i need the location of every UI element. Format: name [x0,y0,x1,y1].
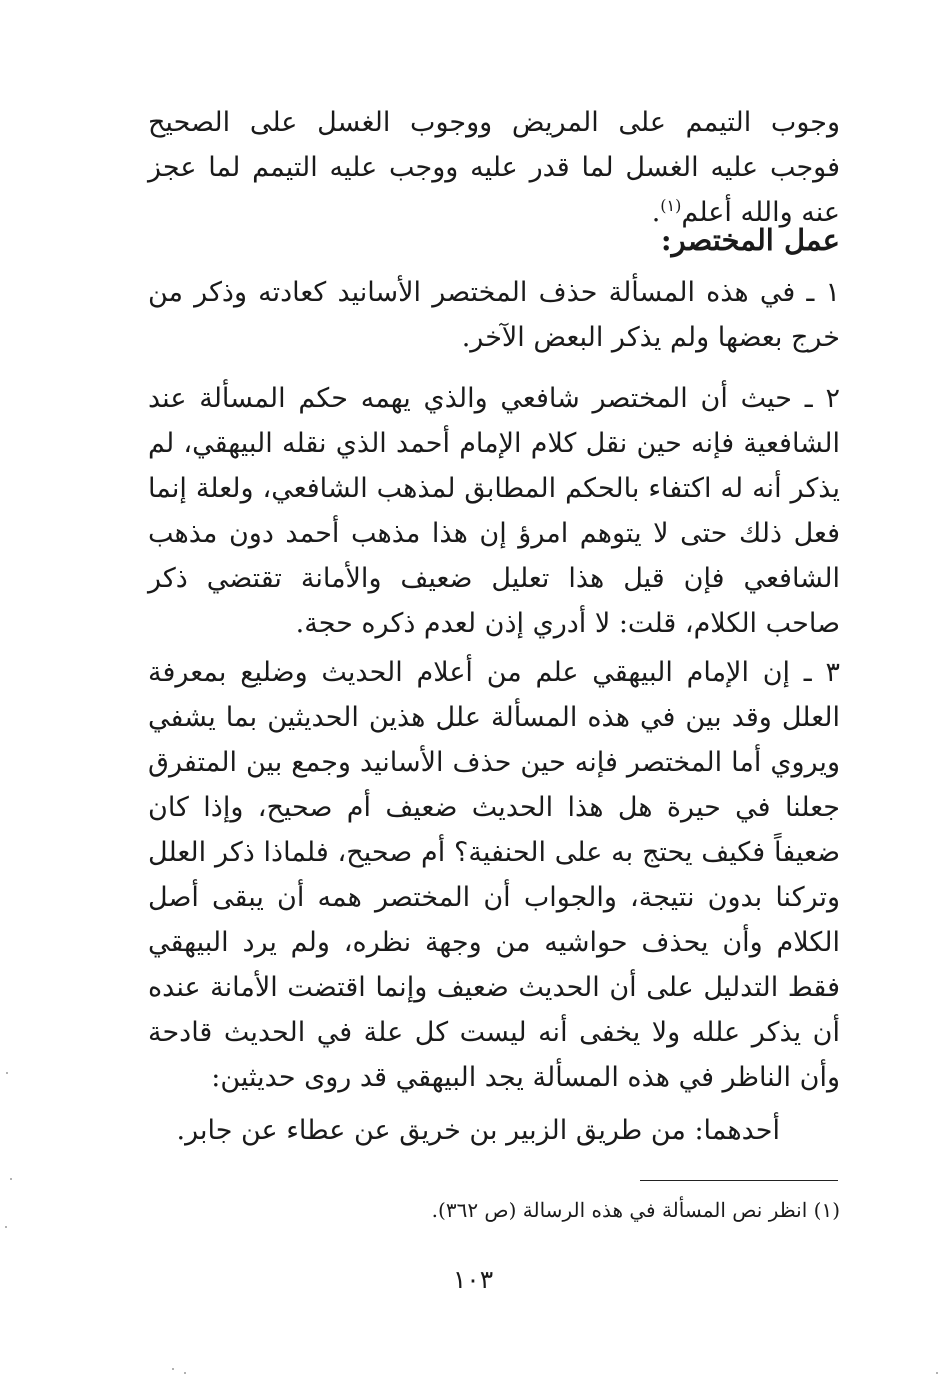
page-number: ١٠٣ [452,1265,494,1294]
footnote-reference[interactable]: (١) [660,196,682,215]
section-heading: عمل المختصر: [660,223,840,257]
scan-speck [6,1072,8,1074]
scan-speck [5,1226,7,1228]
numbered-item-3: ٣ ـ إن الإمام البيهقي علم من أعلام الحديث وضليع بمعرفة العلل وقد بين في هذه المسألة علل هذين الحديثين بما يشفي ويروي أما المختصر فإنه حين حذف الأسانيد وجمع بين المتفرق جعلنا في حيرة هل هذا الحديث ضعيف أم صحيح، وإذا كان ضعيفاً فكيف يحتج به على الحنفية؟ أم صحيح، فلماذا ذكر العلل وتركنا بدون نتيجة، والجواب أن المختصر همه أن يبقى أصل الكلام وأن يحذف حواشيه من وجهة نظره، ولم يرد البيهقي فقط التدليل على أن الحديث ضعيف وإنما اقتضت الأمانة عنده أن يذكر علله ولا يخفى أنه ليست كل علة في الحديث قادحة وأن الناظر في هذه المسألة يجد البيهقي قد روى حديثين: [148,657,840,1093]
scan-speck [184,1372,186,1374]
scan-speck [10,1178,12,1180]
paragraph-end-mark: . [651,197,661,228]
scan-speck [936,1372,938,1374]
scan-speck [172,1368,174,1370]
footnote: (١) انظر نص المسألة في هذه الرسالة (ص ٣٦٢). [431,1198,840,1222]
hadith-quote-line: أحدهما: من طريق الزبير بن خريق عن عطاء عن جابر. [176,1115,780,1146]
numbered-item-2: ٢ ـ حيث أن المختصر شافعي والذي يهمه حكم المسألة عند الشافعية فإنه حين نقل كلام الإمام أحمد الذي نقله البيهقي، لم يذكر أنه له اكتفاء بالحكم المطابق لمذهب الشافعي، ولعلة إنما فعل ذلك حتى لا يتوهم امرؤ إن هذا مذهب أحمد دون مذهب الشافعي فإن قيل هذا تعليل ضعيف والأمانة تقتضي ذكر صاحب الكلام، قلت: لا أدري إذن لعدم ذكره حجة. [148,383,840,639]
numbered-item-1: ١ ـ في هذه المسألة حذف المختصر الأسانيد كعادته وذكر من خرج بعضها ولم يذكر البعض الآخر. [148,277,840,353]
paragraph-continuation [148,100,840,235]
paragraph-text: وجوب التيمم على المريض ووجوب الغسل على الصحيح فوجب عليه الغسل لما قدر عليه ووجب عليه التيمم لما عجز عنه والله أعلم [148,107,840,228]
footnote-separator [640,1180,838,1181]
